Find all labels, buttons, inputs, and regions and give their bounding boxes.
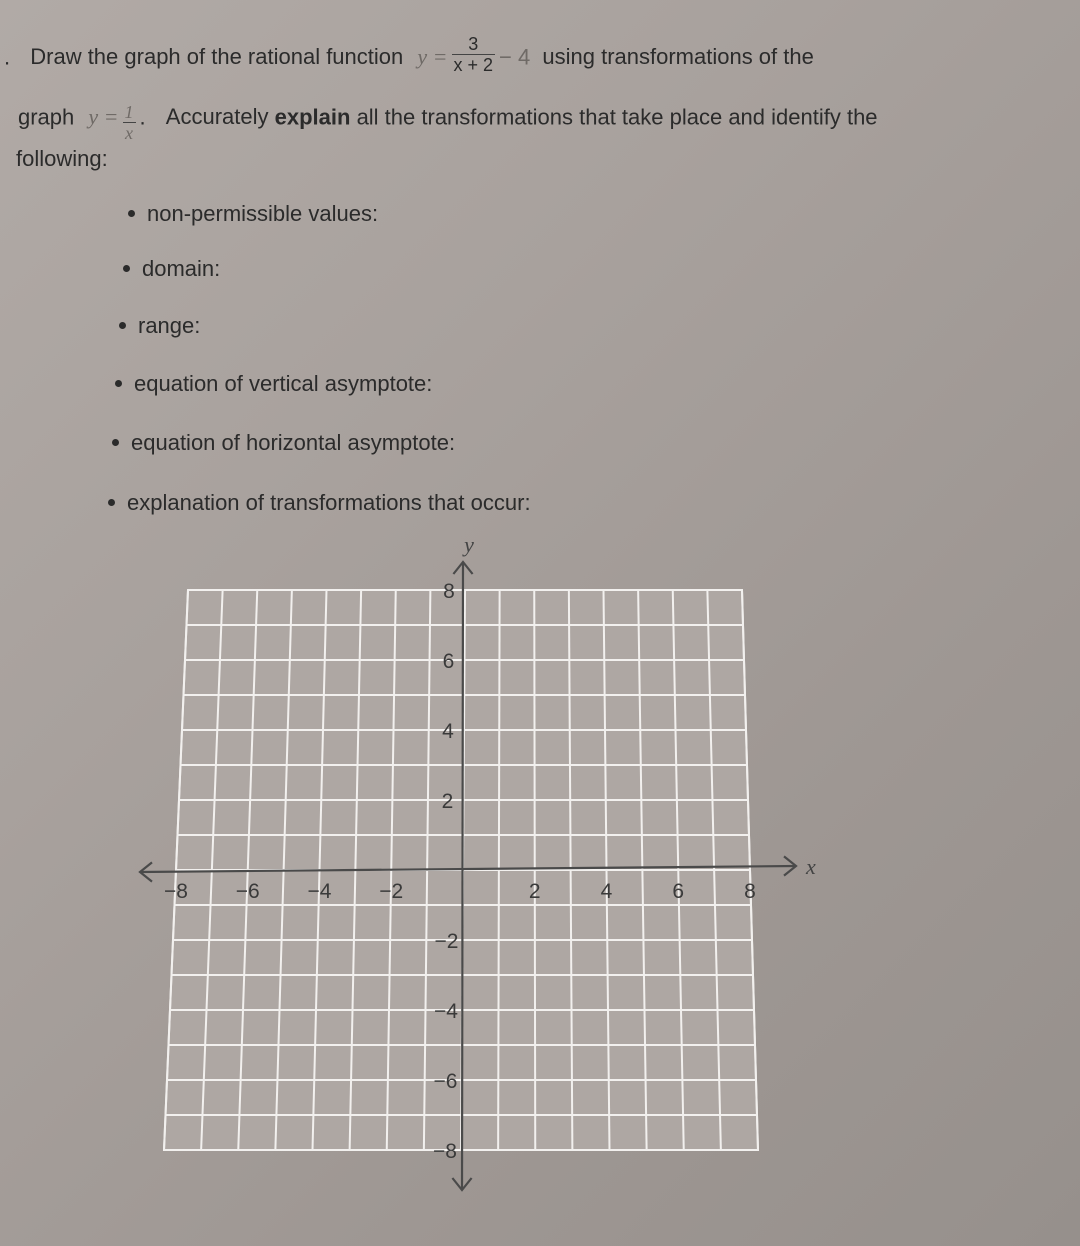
question-intro-text: Draw the graph of the rational function xyxy=(30,44,404,70)
y-tick-label: −4 xyxy=(434,1000,458,1023)
x-tick-label: −6 xyxy=(235,880,260,903)
x-tick-label: 4 xyxy=(600,880,613,903)
question-line2-end: all the transformations that take place and identify the xyxy=(356,104,878,130)
bullet-label: domain: xyxy=(142,256,221,281)
y-tick-label: 4 xyxy=(442,720,454,743)
question-number-mark: . xyxy=(4,44,11,70)
y-tick-label: 8 xyxy=(443,580,455,603)
x-tick-label: −4 xyxy=(307,880,332,903)
base-period: . xyxy=(139,104,146,130)
x-tick-label: 2 xyxy=(528,880,541,903)
bullet-label: non-permissible values: xyxy=(147,201,379,226)
function-lhs: y = xyxy=(417,44,448,70)
x-tick-label: 8 xyxy=(744,880,756,903)
y-tick-label: 6 xyxy=(442,650,455,673)
question-explain-bold: explain xyxy=(274,104,351,130)
function-denominator: x + 2 xyxy=(453,55,494,75)
base-lhs: y = xyxy=(88,104,119,130)
x-tick-label: −2 xyxy=(379,880,404,903)
x-axis-label: x xyxy=(806,854,816,879)
question-graph-word: graph xyxy=(18,104,75,130)
x-tick-label: −8 xyxy=(164,880,188,903)
question-following: following: xyxy=(16,146,108,171)
function-numerator: 3 xyxy=(468,34,479,54)
y-tick-label: −8 xyxy=(433,1140,457,1163)
question-accurately: Accurately xyxy=(165,104,269,130)
bullet-label: explanation of transformations that occur: xyxy=(127,490,531,515)
bullet-label: equation of horizontal asymptote: xyxy=(131,430,456,455)
y-tick-label: 2 xyxy=(441,790,454,813)
base-numerator: 1 xyxy=(124,102,134,122)
bullet-label: range: xyxy=(138,313,201,338)
y-tick-label: −2 xyxy=(434,930,459,953)
y-axis xyxy=(462,562,463,1190)
function-tail: − 4 xyxy=(499,44,531,70)
bullet-label: equation of vertical asymptote: xyxy=(134,371,433,396)
question-line1-end: using transformations of the xyxy=(542,44,814,70)
y-axis-label: y xyxy=(464,532,474,557)
x-tick-label: 6 xyxy=(672,880,685,903)
y-tick-label: −6 xyxy=(433,1070,458,1093)
base-denominator: x xyxy=(125,123,134,143)
